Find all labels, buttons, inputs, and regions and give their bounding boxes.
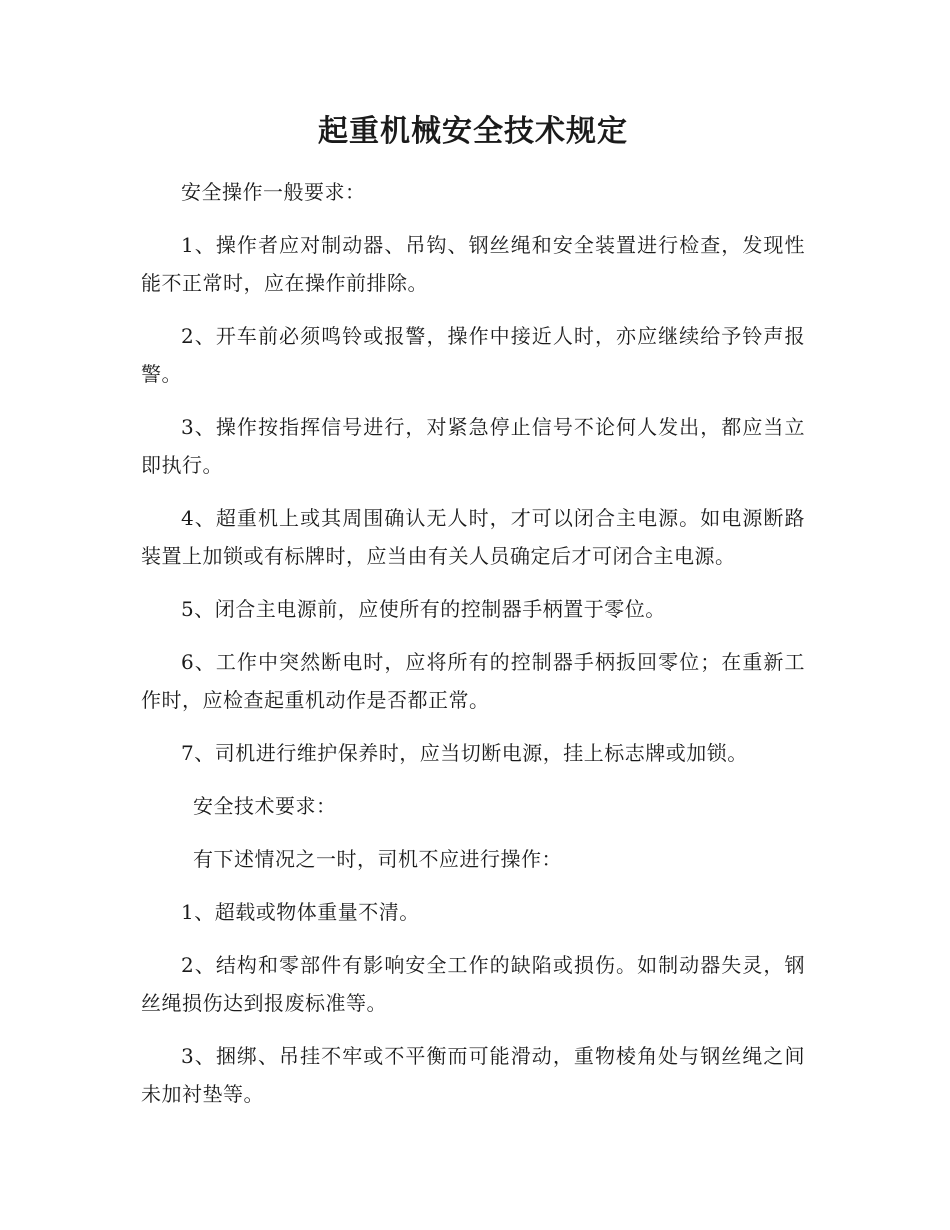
- section-heading-technical: 安全技术要求：: [193, 794, 337, 818]
- paragraph-item-6: 6、工作中突然断电时，应将所有的控制器手柄扳回零位；在重新工作时，应检查起重机动作是否都正常。: [141, 650, 805, 712]
- document-page: [141, 108, 805, 1128]
- paragraph-item-7: 7、司机进行维护保养时，应当切断电源，挂上标志牌或加锁。: [181, 741, 748, 765]
- paragraph-item-2: 2、开车前必须鸣铃或报警，操作中接近人时，亦应继续给予铃声报警。: [141, 324, 805, 386]
- paragraph-item-4: 4、超重机上或其周围确认无人时，才可以闭合主电源。如电源断路装置上加锁或有标牌时，应当由有关人员确定后才可闭合主电源。: [141, 506, 805, 568]
- section-heading-general: 安全操作一般要求：: [181, 180, 366, 204]
- paragraph-item-1: 1、操作者应对制动器、吊钩、钢丝绳和安全装置进行检查，发现性能不正常时，应在操作前排除。: [141, 233, 805, 295]
- paragraph-item-3: 3、操作按指挥信号进行，对紧急停止信号不论何人发出，都应当立即执行。: [141, 415, 805, 477]
- paragraph-item-5: 5、闭合主电源前，应使所有的控制器手柄置于零位。: [181, 597, 666, 621]
- paragraph-condition-2: 2、结构和零部件有影响安全工作的缺陷或损伤。如制动器失灵，钢丝绳损伤达到报废标准等。: [141, 953, 805, 1015]
- paragraph-condition-3: 3、捆绑、吊挂不牢或不平衡而可能滑动，重物棱角处与钢丝绳之间未加衬垫等。: [141, 1044, 805, 1106]
- paragraph-condition-intro: 有下述情况之一时，司机不应进行操作：: [193, 847, 562, 871]
- paragraph-condition-1: 1、超载或物体重量不清。: [181, 900, 420, 924]
- document-title: 起重机械安全技术规定: [318, 114, 628, 149]
